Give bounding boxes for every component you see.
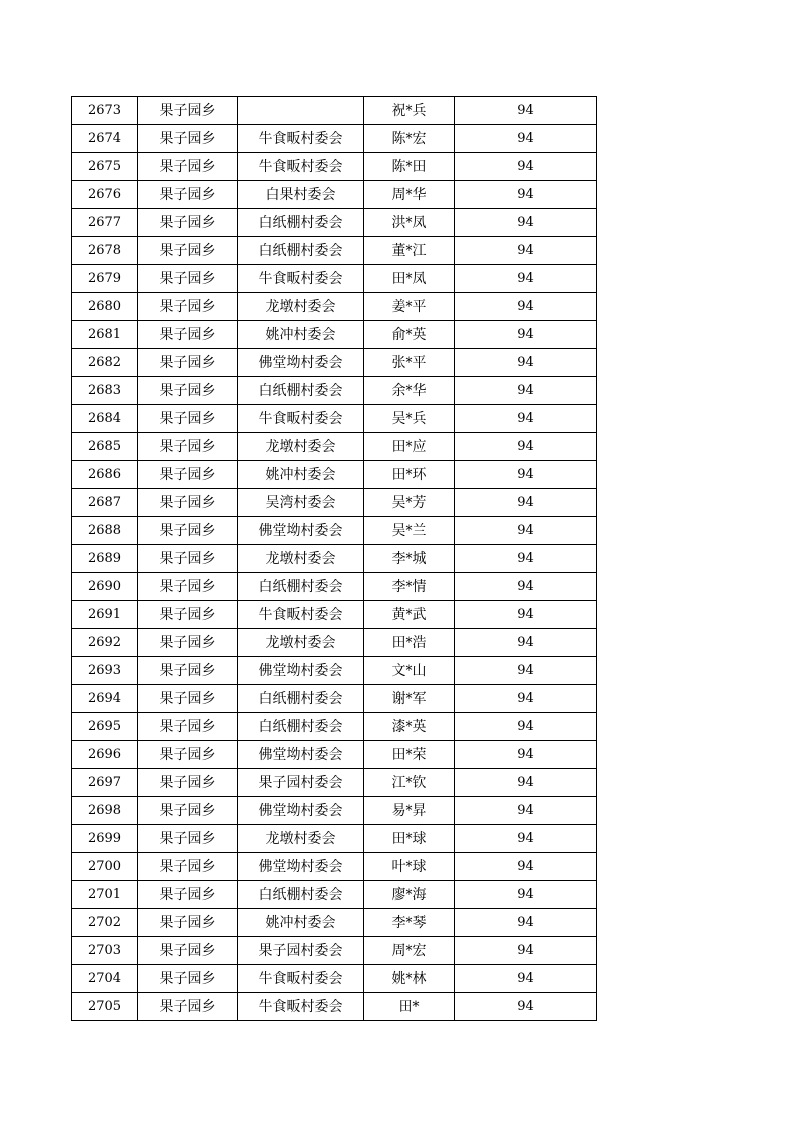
row-number-cell: 2685 <box>72 433 138 461</box>
name-cell: 周*华 <box>364 181 455 209</box>
table-row <box>72 349 597 377</box>
village-committee-cell: 白纸棚村委会 <box>238 881 364 909</box>
score-cell: 94 <box>455 853 597 881</box>
score-cell: 94 <box>455 797 597 825</box>
row-number-cell: 2695 <box>72 713 138 741</box>
table-row <box>72 125 597 153</box>
township-cell: 果子园乡 <box>138 97 238 125</box>
village-committee-cell: 牛食畈村委会 <box>238 405 364 433</box>
table-row <box>72 209 597 237</box>
name-cell: 田*浩 <box>364 629 455 657</box>
village-committee-cell: 佛堂坳村委会 <box>238 853 364 881</box>
row-number-cell: 2702 <box>72 909 138 937</box>
score-cell: 94 <box>455 545 597 573</box>
village-committee-cell <box>238 97 364 125</box>
row-number-cell: 2687 <box>72 489 138 517</box>
row-number-cell: 2699 <box>72 825 138 853</box>
table-row <box>72 377 597 405</box>
row-number-cell: 2688 <box>72 517 138 545</box>
score-cell: 94 <box>455 573 597 601</box>
village-committee-cell: 牛食畈村委会 <box>238 265 364 293</box>
name-cell: 洪*凤 <box>364 209 455 237</box>
name-cell: 董*江 <box>364 237 455 265</box>
score-cell: 94 <box>455 713 597 741</box>
score-cell: 94 <box>455 489 597 517</box>
row-number-cell: 2694 <box>72 685 138 713</box>
score-cell: 94 <box>455 993 597 1021</box>
village-committee-cell: 牛食畈村委会 <box>238 965 364 993</box>
township-cell: 果子园乡 <box>138 685 238 713</box>
row-number-cell: 2684 <box>72 405 138 433</box>
table-row <box>72 601 597 629</box>
name-cell: 田*球 <box>364 825 455 853</box>
township-cell: 果子园乡 <box>138 181 238 209</box>
name-cell: 余*华 <box>364 377 455 405</box>
name-cell: 周*宏 <box>364 937 455 965</box>
name-cell: 田*凤 <box>364 265 455 293</box>
township-cell: 果子园乡 <box>138 237 238 265</box>
row-number-cell: 2686 <box>72 461 138 489</box>
row-number-cell: 2678 <box>72 237 138 265</box>
name-cell: 田*环 <box>364 461 455 489</box>
township-cell: 果子园乡 <box>138 713 238 741</box>
row-number-cell: 2681 <box>72 321 138 349</box>
row-number-cell: 2696 <box>72 741 138 769</box>
score-cell: 94 <box>455 825 597 853</box>
row-number-cell: 2689 <box>72 545 138 573</box>
name-cell: 李*琴 <box>364 909 455 937</box>
table-row <box>72 657 597 685</box>
row-number-cell: 2677 <box>72 209 138 237</box>
row-number-cell: 2698 <box>72 797 138 825</box>
name-cell: 文*山 <box>364 657 455 685</box>
row-number-cell: 2675 <box>72 153 138 181</box>
township-cell: 果子园乡 <box>138 797 238 825</box>
name-cell: 黄*武 <box>364 601 455 629</box>
township-cell: 果子园乡 <box>138 629 238 657</box>
score-cell: 94 <box>455 237 597 265</box>
score-cell: 94 <box>455 517 597 545</box>
table-row <box>72 461 597 489</box>
name-cell: 李*情 <box>364 573 455 601</box>
village-committee-cell: 果子园村委会 <box>238 937 364 965</box>
score-cell: 94 <box>455 97 597 125</box>
row-number-cell: 2683 <box>72 377 138 405</box>
name-cell: 吴*兰 <box>364 517 455 545</box>
row-number-cell: 2704 <box>72 965 138 993</box>
township-cell: 果子园乡 <box>138 489 238 517</box>
table-row <box>72 265 597 293</box>
village-committee-cell: 姚冲村委会 <box>238 461 364 489</box>
table-row <box>72 881 597 909</box>
table-row <box>72 769 597 797</box>
name-cell: 易*昇 <box>364 797 455 825</box>
table-row <box>72 321 597 349</box>
township-cell: 果子园乡 <box>138 909 238 937</box>
township-cell: 果子园乡 <box>138 153 238 181</box>
row-number-cell: 2676 <box>72 181 138 209</box>
village-committee-cell: 龙墩村委会 <box>238 433 364 461</box>
name-cell: 李*城 <box>364 545 455 573</box>
row-number-cell: 2703 <box>72 937 138 965</box>
score-cell: 94 <box>455 265 597 293</box>
name-cell: 吴*兵 <box>364 405 455 433</box>
village-committee-cell: 龙墩村委会 <box>238 629 364 657</box>
township-cell: 果子园乡 <box>138 377 238 405</box>
score-cell: 94 <box>455 769 597 797</box>
name-cell: 谢*军 <box>364 685 455 713</box>
table-row <box>72 853 597 881</box>
township-cell: 果子园乡 <box>138 881 238 909</box>
score-cell: 94 <box>455 741 597 769</box>
township-cell: 果子园乡 <box>138 993 238 1021</box>
score-cell: 94 <box>455 377 597 405</box>
table-row <box>72 153 597 181</box>
township-cell: 果子园乡 <box>138 293 238 321</box>
row-number-cell: 2680 <box>72 293 138 321</box>
table-row <box>72 517 597 545</box>
village-committee-cell: 牛食畈村委会 <box>238 153 364 181</box>
name-cell: 陈*田 <box>364 153 455 181</box>
table-row <box>72 181 597 209</box>
table-row <box>72 433 597 461</box>
township-cell: 果子园乡 <box>138 349 238 377</box>
table-row <box>72 97 597 125</box>
township-cell: 果子园乡 <box>138 461 238 489</box>
table-row <box>72 937 597 965</box>
table-row <box>72 237 597 265</box>
row-number-cell: 2693 <box>72 657 138 685</box>
table-row <box>72 825 597 853</box>
name-cell: 姚*林 <box>364 965 455 993</box>
row-number-cell: 2673 <box>72 97 138 125</box>
table-row <box>72 489 597 517</box>
score-cell: 94 <box>455 657 597 685</box>
table-row <box>72 741 597 769</box>
row-number-cell: 2692 <box>72 629 138 657</box>
township-cell: 果子园乡 <box>138 517 238 545</box>
township-cell: 果子园乡 <box>138 545 238 573</box>
township-cell: 果子园乡 <box>138 209 238 237</box>
row-number-cell: 2691 <box>72 601 138 629</box>
table-row <box>72 629 597 657</box>
row-number-cell: 2697 <box>72 769 138 797</box>
name-cell: 吴*芳 <box>364 489 455 517</box>
name-cell: 祝*兵 <box>364 97 455 125</box>
name-cell: 叶*球 <box>364 853 455 881</box>
village-committee-cell: 吴湾村委会 <box>238 489 364 517</box>
table-row <box>72 573 597 601</box>
village-committee-cell: 姚冲村委会 <box>238 909 364 937</box>
score-cell: 94 <box>455 685 597 713</box>
township-cell: 果子园乡 <box>138 601 238 629</box>
village-committee-cell: 佛堂坳村委会 <box>238 517 364 545</box>
village-committee-cell: 佛堂坳村委会 <box>238 349 364 377</box>
township-cell: 果子园乡 <box>138 769 238 797</box>
village-committee-cell: 佛堂坳村委会 <box>238 797 364 825</box>
table-row <box>72 909 597 937</box>
score-cell: 94 <box>455 293 597 321</box>
township-cell: 果子园乡 <box>138 657 238 685</box>
table-row <box>72 685 597 713</box>
township-cell: 果子园乡 <box>138 573 238 601</box>
name-cell: 田* <box>364 993 455 1021</box>
township-cell: 果子园乡 <box>138 825 238 853</box>
name-cell: 张*平 <box>364 349 455 377</box>
village-committee-cell: 龙墩村委会 <box>238 293 364 321</box>
village-committee-cell: 牛食畈村委会 <box>238 993 364 1021</box>
table-row <box>72 545 597 573</box>
table-row <box>72 293 597 321</box>
table-row <box>72 797 597 825</box>
village-committee-cell: 白纸棚村委会 <box>238 685 364 713</box>
name-cell: 漆*英 <box>364 713 455 741</box>
township-cell: 果子园乡 <box>138 265 238 293</box>
table-body <box>72 97 597 1021</box>
row-number-cell: 2700 <box>72 853 138 881</box>
row-number-cell: 2690 <box>72 573 138 601</box>
score-cell: 94 <box>455 629 597 657</box>
row-number-cell: 2674 <box>72 125 138 153</box>
score-cell: 94 <box>455 209 597 237</box>
score-cell: 94 <box>455 405 597 433</box>
name-cell: 田*应 <box>364 433 455 461</box>
score-cell: 94 <box>455 433 597 461</box>
name-cell: 江*钦 <box>364 769 455 797</box>
name-cell: 俞*英 <box>364 321 455 349</box>
score-cell: 94 <box>455 349 597 377</box>
score-cell: 94 <box>455 181 597 209</box>
score-cell: 94 <box>455 965 597 993</box>
village-committee-cell: 牛食畈村委会 <box>238 601 364 629</box>
village-committee-cell: 白果村委会 <box>238 181 364 209</box>
score-cell: 94 <box>455 153 597 181</box>
village-committee-cell: 白纸棚村委会 <box>238 209 364 237</box>
table-row <box>72 993 597 1021</box>
row-number-cell: 2701 <box>72 881 138 909</box>
table-row <box>72 965 597 993</box>
village-committee-cell: 白纸棚村委会 <box>238 237 364 265</box>
township-cell: 果子园乡 <box>138 965 238 993</box>
village-committee-cell: 龙墩村委会 <box>238 545 364 573</box>
name-cell: 陈*宏 <box>364 125 455 153</box>
name-cell: 廖*海 <box>364 881 455 909</box>
township-cell: 果子园乡 <box>138 321 238 349</box>
village-committee-cell: 牛食畈村委会 <box>238 125 364 153</box>
score-cell: 94 <box>455 601 597 629</box>
row-number-cell: 2682 <box>72 349 138 377</box>
name-cell: 田*荣 <box>364 741 455 769</box>
score-cell: 94 <box>455 461 597 489</box>
township-cell: 果子园乡 <box>138 937 238 965</box>
township-cell: 果子园乡 <box>138 853 238 881</box>
village-committee-cell: 白纸棚村委会 <box>238 713 364 741</box>
village-committee-cell: 佛堂坳村委会 <box>238 741 364 769</box>
village-committee-cell: 姚冲村委会 <box>238 321 364 349</box>
score-cell: 94 <box>455 321 597 349</box>
township-cell: 果子园乡 <box>138 433 238 461</box>
township-cell: 果子园乡 <box>138 405 238 433</box>
table-row <box>72 713 597 741</box>
township-cell: 果子园乡 <box>138 741 238 769</box>
score-cell: 94 <box>455 937 597 965</box>
data-table <box>71 96 597 1021</box>
row-number-cell: 2705 <box>72 993 138 1021</box>
village-committee-cell: 果子园村委会 <box>238 769 364 797</box>
table-row <box>72 405 597 433</box>
village-committee-cell: 龙墩村委会 <box>238 825 364 853</box>
village-committee-cell: 佛堂坳村委会 <box>238 657 364 685</box>
village-committee-cell: 白纸棚村委会 <box>238 573 364 601</box>
score-cell: 94 <box>455 125 597 153</box>
name-cell: 姜*平 <box>364 293 455 321</box>
score-cell: 94 <box>455 881 597 909</box>
row-number-cell: 2679 <box>72 265 138 293</box>
score-cell: 94 <box>455 909 597 937</box>
village-committee-cell: 白纸棚村委会 <box>238 377 364 405</box>
township-cell: 果子园乡 <box>138 125 238 153</box>
